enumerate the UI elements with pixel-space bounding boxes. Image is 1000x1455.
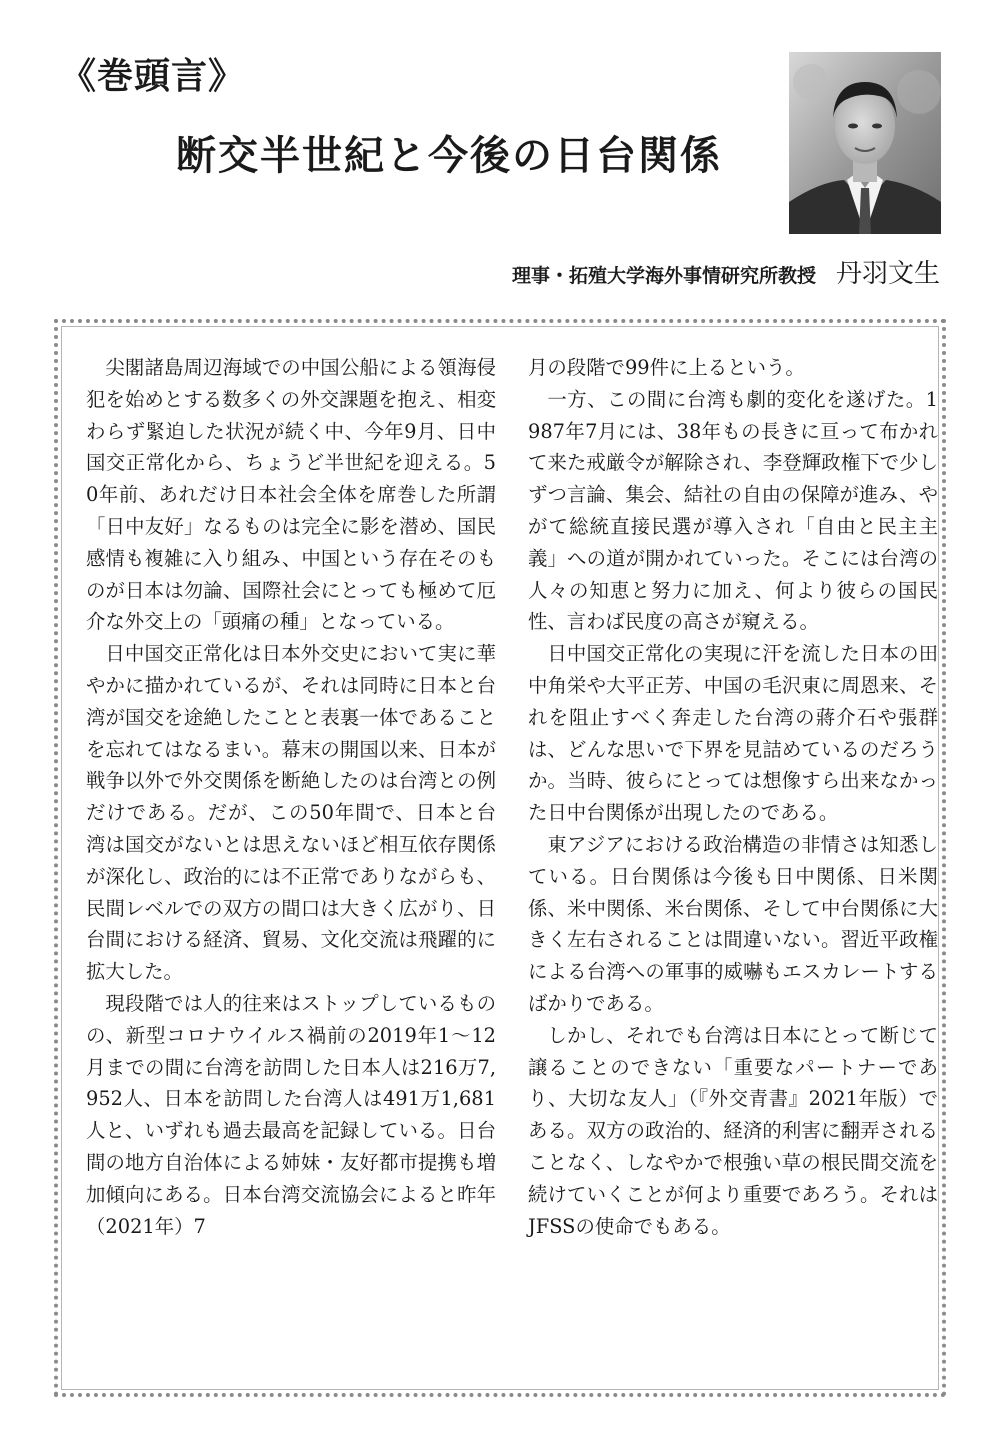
article-column-left [86,352,496,1242]
article-paragraph: 日中国交正常化は日本外交史において実に華やかに描かれているが、それは同時に日本と台湾が国交を途絶したことと表裏一体であることを忘れてはなるまい。幕末の開国以来、日本が戦争以外で外交関係を断絶したのは台湾との例だけである。だが、この50年間で、日本と台湾は国交がないとは思えないほど相互依存関係が深化し、政治的には不正常でありながらも、民間レベルでの双方の間口は大きく広がり、日台間における経済、貿易、文化交流は飛躍的に拡大した。 [86,642,496,984]
article-title: 断交半世紀と今後の日台関係 [176,133,722,179]
author-name: 丹羽文生 [835,259,940,289]
article-paragraph: 一方、この間に台湾も劇的変化を遂げた。1987年7月には、38年もの長きに亘って布かれて来た戒厳令が解除され、李登輝政権下で少しずつ言論、集会、結社の自由の保障が進み、やがて総統直接民選が導入され「自由と民主主義」への道が開かれていった。そこには台湾の人々の知恵と努力に加え、何より彼らの国民性、言わば民度の高さが窺える。 [528,387,938,634]
article-column-right [528,352,938,1242]
author-photo [789,52,941,234]
section-label: 《巻頭言》 [60,56,246,97]
article-paragraph: 現段階では人的往来はストップしているものの、新型コロナウイルス禍前の2019年1～12月までの間に台湾を訪問した日本人は216万7,952人、日本を訪問した台湾人は491万1,681人と、いずれも過去最高を記録している。日台間の地方自治体による姉妹・友好都市提携も増加傾向にある。日本台湾交流協会によると昨年（2021年）7 [86,991,496,1238]
author-affiliation: 理事・拓殖大学海外事情研究所教授 [511,265,816,287]
article-paragraph: 日中国交正常化の実現に汗を流した日本の田中角栄や大平正芳、中国の毛沢東に周恩来、それを阻止すべく奔走した台湾の蔣介石や張群は、どんな思いで下界を見詰めているのだろうか。当時、彼らにとっては想像すら出来なかった日中台関係が出現したのである。 [528,642,938,825]
article-paragraph: 尖閣諸島周辺海域での中国公船による領海侵犯を始めとする数多くの外交課題を抱え、相変わらず緊迫した状況が続く中、今年9月、日中国交正常化から、ちょうど半世紀を迎える。50年前、あれだけ日本社会全体を席巻した所謂「日中友好」なるものは完全に影を潜め、国民感情も複雑に入り組み、中国という存在そのものが日本は勿論、国際社会にとっても極めて厄介な外交上の「頭痛の種」となっている。 [86,356,496,634]
article-paragraph: 東アジアにおける政治構造の非情さは知悉している。日台関係は今後も日中関係、日米関係、米中関係、米台関係、そして中台関係に大きく左右されることは間違いない。習近平政権による台湾への軍事的威嚇もエスカレートするばかりである。 [528,832,938,1015]
article-paragraph: しかし、それでも台湾は日本にとって断じて譲ることのできない「重要なパートナーであり、大切な友人」（『外交青書』2021年版）である。双方の政治的、経済的利害に翻弄されることなく、しなやかで根強い草の根民間交流を続けていくことが何より重要であろう。それはJFSSの使命でもある。 [528,1023,938,1238]
byline [512,253,940,290]
article-paragraph: 月の段階で99件に上るという。 [528,356,805,379]
